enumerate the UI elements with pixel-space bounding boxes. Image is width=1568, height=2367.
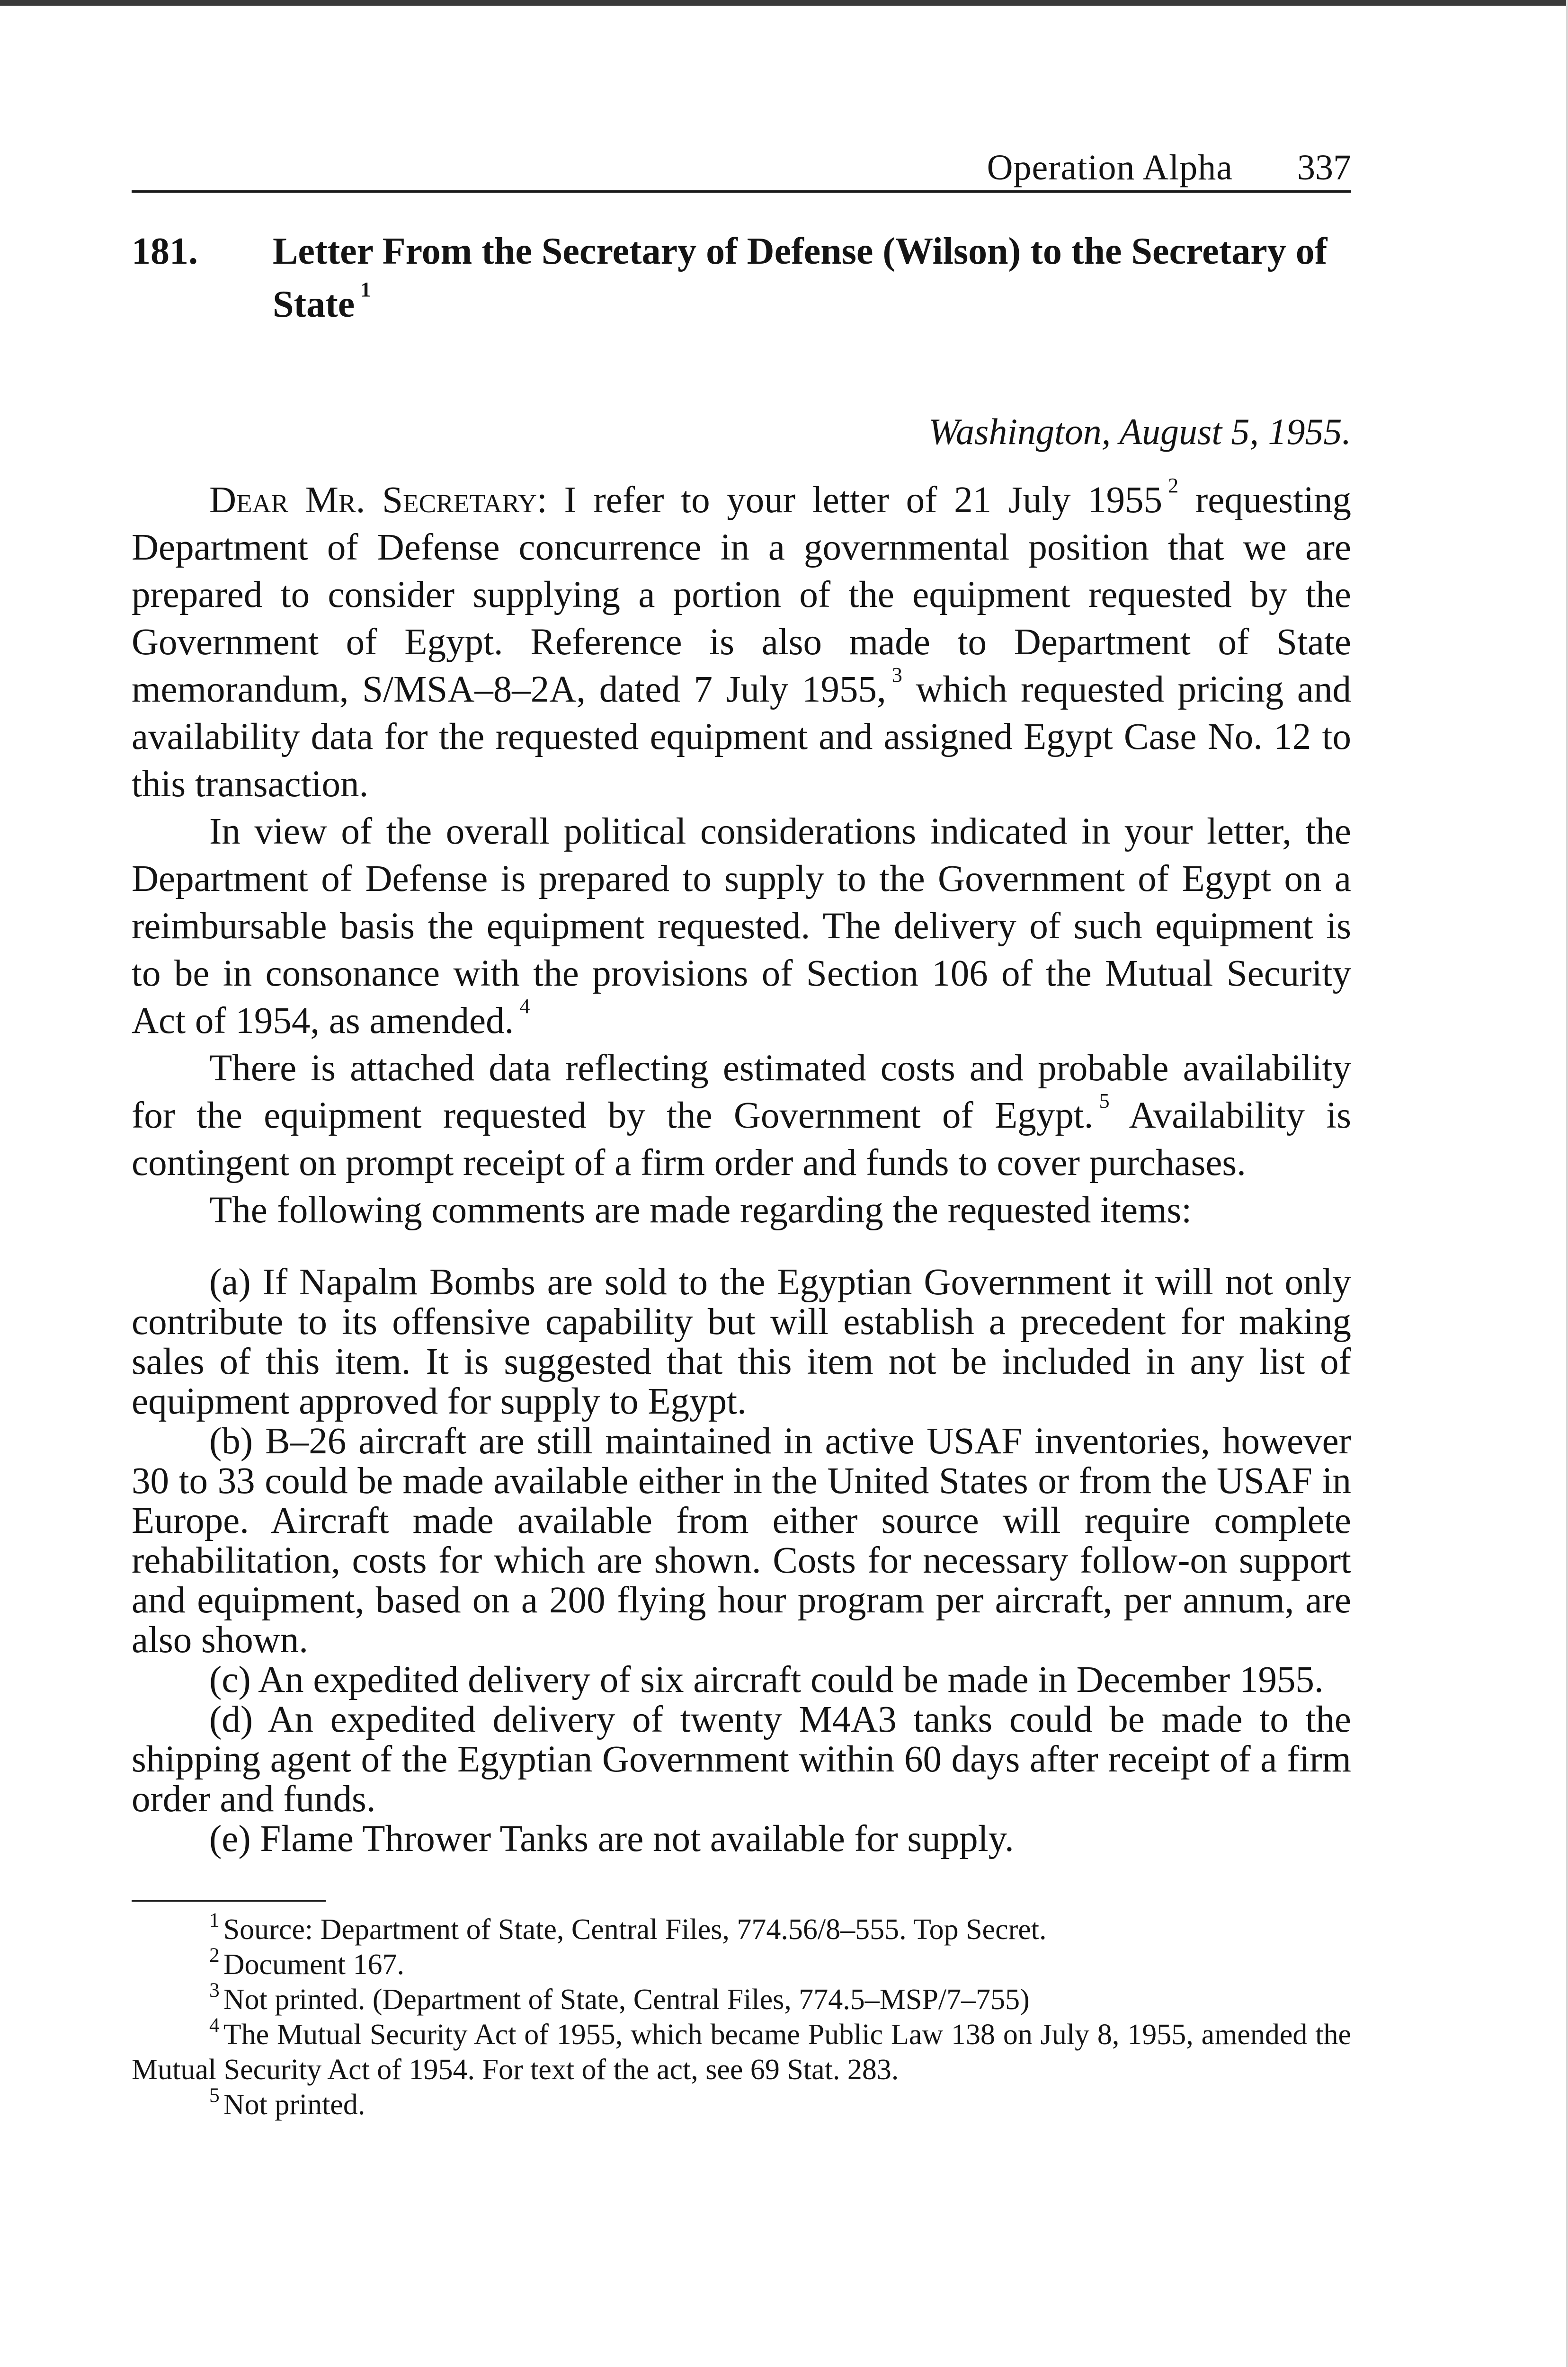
footnote-5 — [132, 2083, 1351, 2122]
document-heading — [132, 225, 1351, 331]
footnote-5-mark: 5 — [209, 2083, 220, 2107]
paragraph-1-text-a: : I refer to your letter of 21 July 1955 — [536, 480, 1163, 521]
page-number: 337 — [1297, 148, 1351, 187]
paragraph-1-text-c: which requested pricing and availability data for the requested equipment and assigned Egypt Case No. 12 to this transaction. — [132, 669, 1352, 805]
footnote-1-text: Source: Department of State, Central Files, 774.56/8–555. Top Secret. — [223, 1913, 1047, 1946]
footnotes — [132, 1908, 1351, 2122]
document-title — [273, 225, 1351, 331]
running-head-title: Operation Alpha — [987, 148, 1233, 187]
footnote-ref-1[interactable]: 1 — [360, 277, 371, 302]
salutation-mr: Mr. — [305, 480, 365, 521]
footnote-4-mark: 4 — [209, 2013, 220, 2037]
document-page — [132, 137, 1351, 2122]
dateline: Washington, August 5, 1955. — [928, 411, 1351, 452]
scan-top-border — [0, 0, 1568, 6]
salutation-dear: Dear — [209, 480, 289, 521]
document-title-text: Letter From the Secretary of Defense (Wilson) to the Secretary of State — [273, 231, 1327, 325]
paragraph-2 — [132, 808, 1351, 1045]
comment-items — [132, 1263, 1351, 1859]
footnote-3 — [132, 1978, 1351, 2017]
item-a: (a) If Napalm Bombs are sold to the Egyptian Government it will not only contribute to its offensive capability but will establish a precedent for making sales of this item. It is suggested that this item not be included in any list of equipment approved for supply to Egypt. — [132, 1262, 1351, 1422]
item-d: (d) An expedited delivery of twenty M4A3 tanks could be made to the shipping agent of the Egyptian Government within 60 days after receipt of a firm order and funds. — [132, 1699, 1351, 1820]
running-head — [132, 137, 1351, 193]
paragraph-1 — [132, 473, 1352, 808]
item-b: (b) B–26 aircraft are still maintained in active USAF inventories, however 30 to 33 could be made available either in the United States or from the USAF in Europe. Aircraft made available from either source will require complete rehabilitation, costs for which are shown. Costs for necessary follow-on support and equipment, based on a 200 flying hour program per aircraft, per annum, are also shown. — [132, 1421, 1351, 1661]
footnote-2-mark: 2 — [209, 1943, 220, 1967]
item-c: (c) An expedited delivery of six aircraft could be made in December 1955. — [209, 1659, 1324, 1700]
footnote-divider — [132, 1900, 326, 1902]
footnote-2-text: Document 167. — [223, 1949, 404, 1981]
footnote-5-text: Not printed. — [223, 2089, 365, 2121]
salutation-secretary: Secretary — [382, 480, 537, 521]
footnote-3-mark: 3 — [209, 1978, 220, 2002]
paragraph-3 — [132, 1045, 1351, 1187]
footnote-ref-3[interactable]: 3 — [891, 663, 902, 686]
paragraph-3-text-a: There is attached data reflecting estimated costs and probable availability for the equipment requested by the Government of Egypt. — [132, 1048, 1351, 1136]
paragraph-4: The following comments are made regarding the requested items: — [209, 1190, 1192, 1231]
footnote-4-text: The Mutual Security Act of 1955, which became Public Law 138 on July 8, 1955, amended the Mutual Security Act of 1954. For text of the act, see 69 Stat. 283. — [132, 2019, 1351, 2086]
paragraph-1-text-b: requesting Department of Defense concurrence in a governmental position that we are prepared to consider supplying a portion of the equipment requested by the Government of Egypt. Reference is also made to Department of State memorandum, S/MSA–8–2A, dated 7 July 1955, — [132, 480, 1352, 710]
footnote-ref-2[interactable]: 2 — [1168, 473, 1179, 497]
document-number: 181. — [132, 231, 198, 272]
footnote-1-mark: 1 — [209, 1908, 220, 1931]
paragraph-2-text-a: In view of the overall political considerations indicated in your letter, the Department of Defense is prepared to supply to the Government of Egypt on a reimbursable basis the equipment requested. The delivery of such equipment is to be in consonance with the provisions of Section 106 of the Mutual Security Act of 1954, as amended. — [132, 811, 1351, 1041]
footnote-3-text: Not printed. (Department of State, Central Files, 774.5–MSP/7–755) — [223, 1984, 1030, 2016]
footnote-ref-4[interactable]: 4 — [519, 994, 530, 1018]
footnote-1 — [132, 1908, 1351, 1947]
item-e: (e) Flame Thrower Tanks are not available for supply. — [209, 1818, 1014, 1860]
footnote-ref-5[interactable]: 5 — [1099, 1089, 1110, 1112]
letter-body — [132, 473, 1352, 1234]
paragraph-3-text-b: Availability is contingent on prompt receipt of a firm order and funds to cover purchases. — [132, 1095, 1351, 1184]
scan-right-edge — [1566, 0, 1568, 2367]
footnote-2 — [132, 1943, 1351, 1982]
footnote-4 — [132, 2013, 1351, 2087]
